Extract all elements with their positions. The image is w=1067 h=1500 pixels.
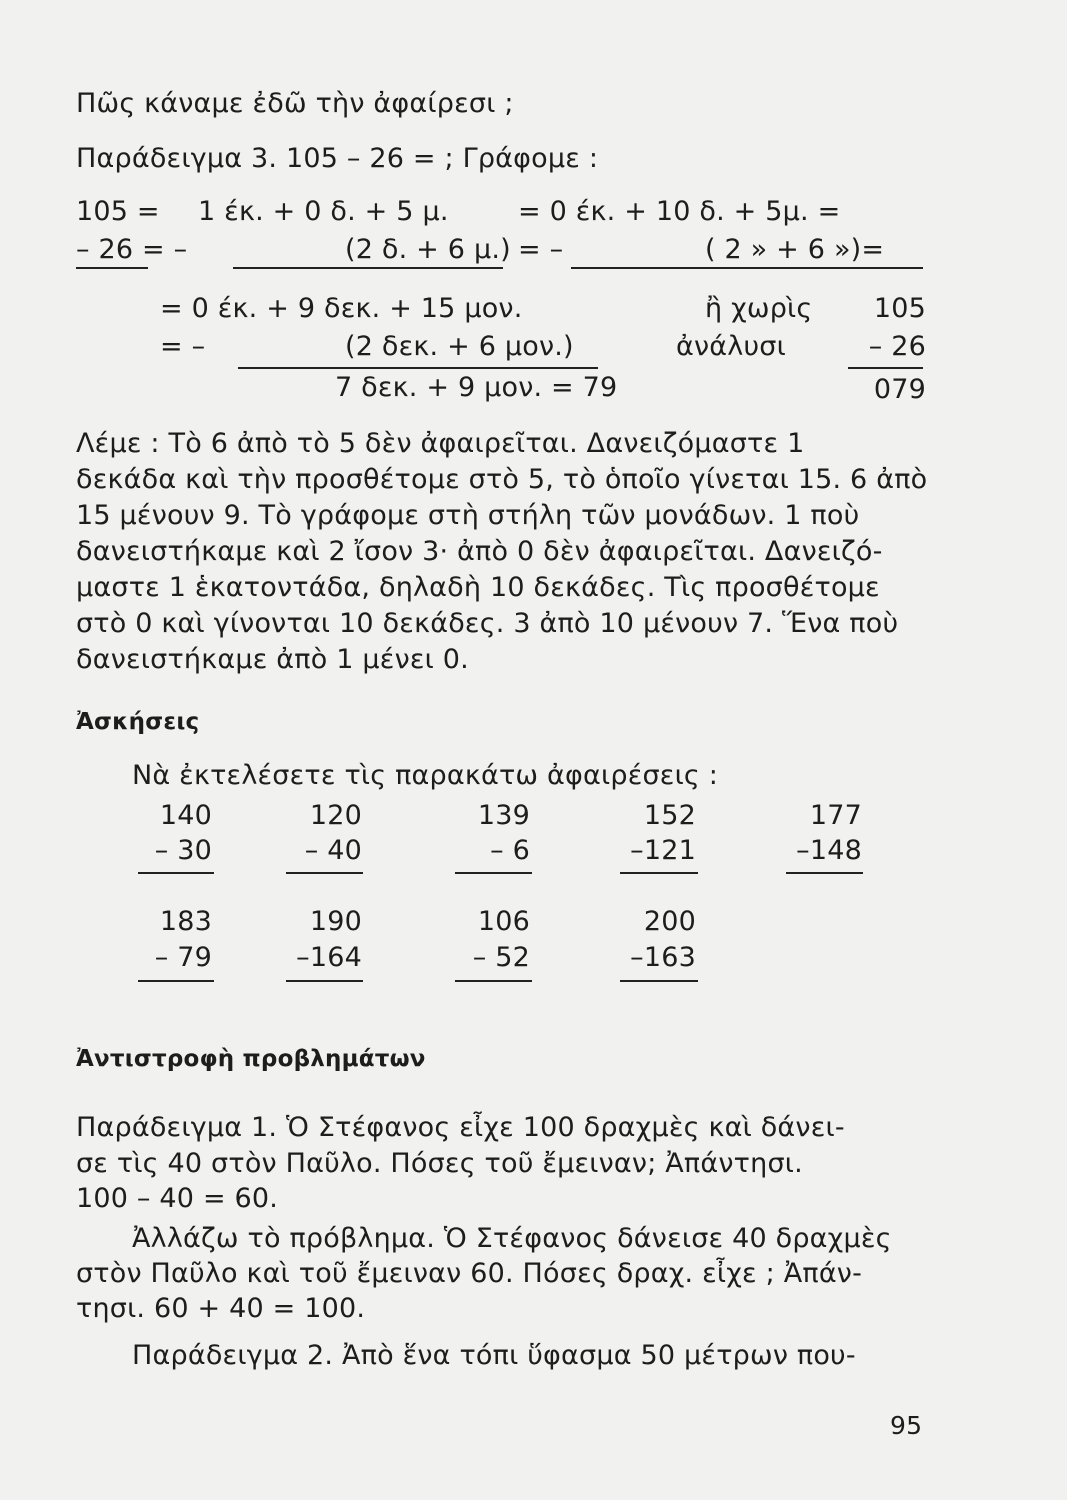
exercise-top: 152 [643, 800, 696, 831]
explanation-line: δανειστήκαμε καὶ 2 ἴσον 3· ἀπὸ 0 δὲν ἀφαιρεῖται. Δανειζό- [76, 536, 883, 567]
underline [233, 267, 503, 269]
example3-title: Παράδειγμα 3. 105 – 26 = ; Γράφομε : [76, 143, 599, 174]
explanation-line: 15 μένουν 9. Τὸ γράφομε στὴ στήλη τῶν μονάδων. 1 ποὺ [76, 500, 860, 531]
exercise-top: 190 [309, 906, 362, 937]
example2-line: Παράδειγμα 2. Ἀπὸ ἕνα τόπι ὕφασμα 50 μέτρων που- [132, 1340, 856, 1371]
exercise-top: 106 [477, 906, 530, 937]
underline [786, 872, 863, 874]
ex3-row1-a: 105 = [76, 196, 160, 227]
example1-line: σε τὶς 40 στὸν Παῦλο. Πόσες τοῦ ἔμειναν; Ἀπάντησι. [76, 1148, 803, 1179]
ex3-row4-a: = – [160, 331, 206, 362]
underline [238, 367, 598, 369]
ex3-row3-c: 105 [873, 293, 926, 324]
ex3-row5-b: 079 [873, 374, 926, 405]
exercise-bottom: –163 [630, 942, 696, 973]
exercise-bottom: – 6 [490, 835, 530, 866]
underline [138, 980, 214, 982]
ex3-row3-a: = 0 έκ. + 9 δεκ. + 15 μον. [160, 293, 523, 324]
ex3-row2-d: ( 2 » + 6 »)= [705, 234, 885, 265]
page-number: 95 [890, 1411, 923, 1440]
intro-question: Πῶς κάναμε ἐδῶ τὴν ἀφαίρεσι ; [76, 88, 514, 119]
exercises-heading: Ἀσκήσεις [76, 709, 200, 735]
explanation-line: στὸ 0 καὶ γίνονται 10 δεκάδες. 3 ἀπὸ 10 μένουν 7. Ἕνα ποὺ [76, 608, 899, 639]
underline [76, 267, 148, 269]
exercise-top: 183 [159, 906, 212, 937]
ex3-row2-c: = – [518, 234, 564, 265]
underline [455, 872, 532, 874]
exercise-bottom: –164 [296, 942, 362, 973]
exercise-top: 120 [309, 800, 362, 831]
ex3-row1-c: = 0 έκ. + 10 δ. + 5μ. = [518, 196, 841, 227]
ex3-row2-b: (2 δ. + 6 μ.) [345, 234, 511, 265]
explanation-line: μαστε 1 ἑκατοντάδα, δηλαδὴ 10 δεκάδες. Τὶς προσθέτομε [76, 572, 880, 603]
change-line: τησι. 60 + 40 = 100. [76, 1293, 366, 1324]
ex3-row5-a: 7 δεκ. + 9 μον. = 79 [335, 372, 618, 403]
underline [571, 267, 923, 269]
inversion-heading: Ἀντιστροφὴ προβλημάτων [76, 1046, 426, 1072]
exercise-top: 200 [643, 906, 696, 937]
explanation-line: Λέμε : Τὸ 6 ἀπὸ τὸ 5 δὲν ἀφαιρεῖται. Δανειζόμαστε 1 [76, 428, 805, 459]
exercise-bottom: – 79 [154, 942, 212, 973]
example1-line: Παράδειγμα 1. Ὁ Στέφανος εἶχε 100 δραχμὲς καὶ δάνει- [76, 1112, 845, 1143]
exercise-top: 177 [809, 800, 862, 831]
exercise-top: 139 [477, 800, 530, 831]
underline [620, 872, 698, 874]
underline [848, 367, 923, 369]
exercise-top: 140 [159, 800, 212, 831]
ex3-row1-b: 1 έκ. + 0 δ. + 5 μ. [198, 196, 449, 227]
underline [455, 980, 532, 982]
change-line: στὸν Παῦλο καὶ τοῦ ἔμειναν 60. Πόσες δραχ. εἶχε ; Ἀπάν- [76, 1258, 863, 1289]
underline [286, 980, 363, 982]
ex3-row4-b: (2 δεκ. + 6 μον.) [345, 331, 574, 362]
ex3-row3-b: ἢ χωρὶς [705, 293, 813, 324]
exercise-bottom: –121 [630, 835, 696, 866]
underline [286, 872, 363, 874]
exercise-bottom: – 40 [304, 835, 362, 866]
explanation-line: δανειστήκαμε ἀπὸ 1 μένει 0. [76, 644, 469, 675]
underline [138, 872, 214, 874]
ex3-row4-d: – 26 [868, 331, 926, 362]
ex3-row4-c: ἀνάλυσι [676, 331, 786, 362]
ex3-row2-a: – 26 = – [76, 234, 188, 265]
exercise-bottom: – 30 [154, 835, 212, 866]
change-line: Ἀλλάζω τὸ πρόβλημα. Ὁ Στέφανος δάνεισε 40 δραχμὲς [132, 1223, 892, 1254]
explanation-line: δεκάδα καὶ τὴν προσθέτομε στὸ 5, τὸ ὁποῖο γίνεται 15. 6 ἀπὸ [76, 464, 928, 495]
example1-line: 100 – 40 = 60. [76, 1183, 279, 1214]
exercise-bottom: – 52 [472, 942, 530, 973]
exercise-bottom: –148 [796, 835, 862, 866]
underline [620, 980, 698, 982]
exercises-instruction: Νὰ ἐκτελέσετε τὶς παρακάτω ἀφαιρέσεις : [132, 760, 719, 791]
